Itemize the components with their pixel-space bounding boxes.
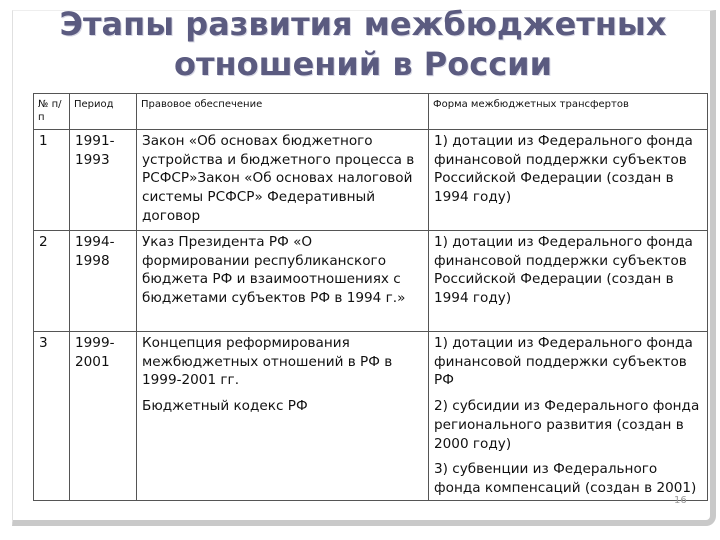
legal-text: Бюджетный кодекс РФ xyxy=(142,398,308,415)
cell-legal xyxy=(137,130,429,231)
cell-forms xyxy=(429,332,708,501)
legal-text: Закон «Об основах бюджетного устройства и бюджетного процесса в РСФСР»Закон «Об основах налоговой системы РСФСР» Федеративный договор xyxy=(142,133,415,224)
transfers-table xyxy=(33,93,708,501)
header-period: Период xyxy=(70,94,137,130)
table-row xyxy=(34,231,708,332)
cell-forms xyxy=(429,130,708,231)
page-number: 16 xyxy=(674,495,687,506)
form-text: 1) дотации из Федерального фонда финансовой поддержки субъектов Российской Федерации (создан в 1994 году) xyxy=(434,234,693,307)
cell-num: 3 xyxy=(34,332,70,501)
cell-num: 2 xyxy=(34,231,70,332)
page-title: Этапы развития межбюджетных отношений в России xyxy=(59,5,667,83)
cell-forms xyxy=(429,231,708,332)
form-text: 2) субсидии из Федерального фонда регионального развития (создан в 2000 году) xyxy=(434,398,700,452)
form-text: 1) дотации из Федерального фонда финансовой поддержки субъектов Российской Федерации (создан в 1994 году) xyxy=(434,133,693,206)
form-text: 3) субвенции из Федерального фонда компенсаций (создан в 2001) xyxy=(434,461,697,496)
header-legal: Правовое обеспечение xyxy=(137,94,429,130)
legal-text: Концепция реформирования межбюджетных отношений в РФ в 1999-2001 гг. xyxy=(142,335,393,389)
cell-period: 1994-1998 xyxy=(70,231,137,332)
table-header-row xyxy=(34,94,708,130)
form-text: 1) дотации из Федерального фонда финансовой поддержки субъектов РФ xyxy=(434,335,693,389)
cell-period: 1999-2001 xyxy=(70,332,137,501)
header-forms: Форма межбюджетных трансфертов xyxy=(429,94,708,130)
cell-period: 1991-1993 xyxy=(70,130,137,231)
legal-text: Указ Президента РФ «О формировании республиканского бюджета РФ и взаимоотношениях с бюджетами субъектов РФ в 1994 г.» xyxy=(142,234,406,307)
table-row xyxy=(34,332,708,501)
cell-legal xyxy=(137,332,429,501)
table-row xyxy=(34,130,708,231)
cell-legal xyxy=(137,231,429,332)
header-num: № п/п xyxy=(34,94,70,130)
cell-num: 1 xyxy=(34,130,70,231)
